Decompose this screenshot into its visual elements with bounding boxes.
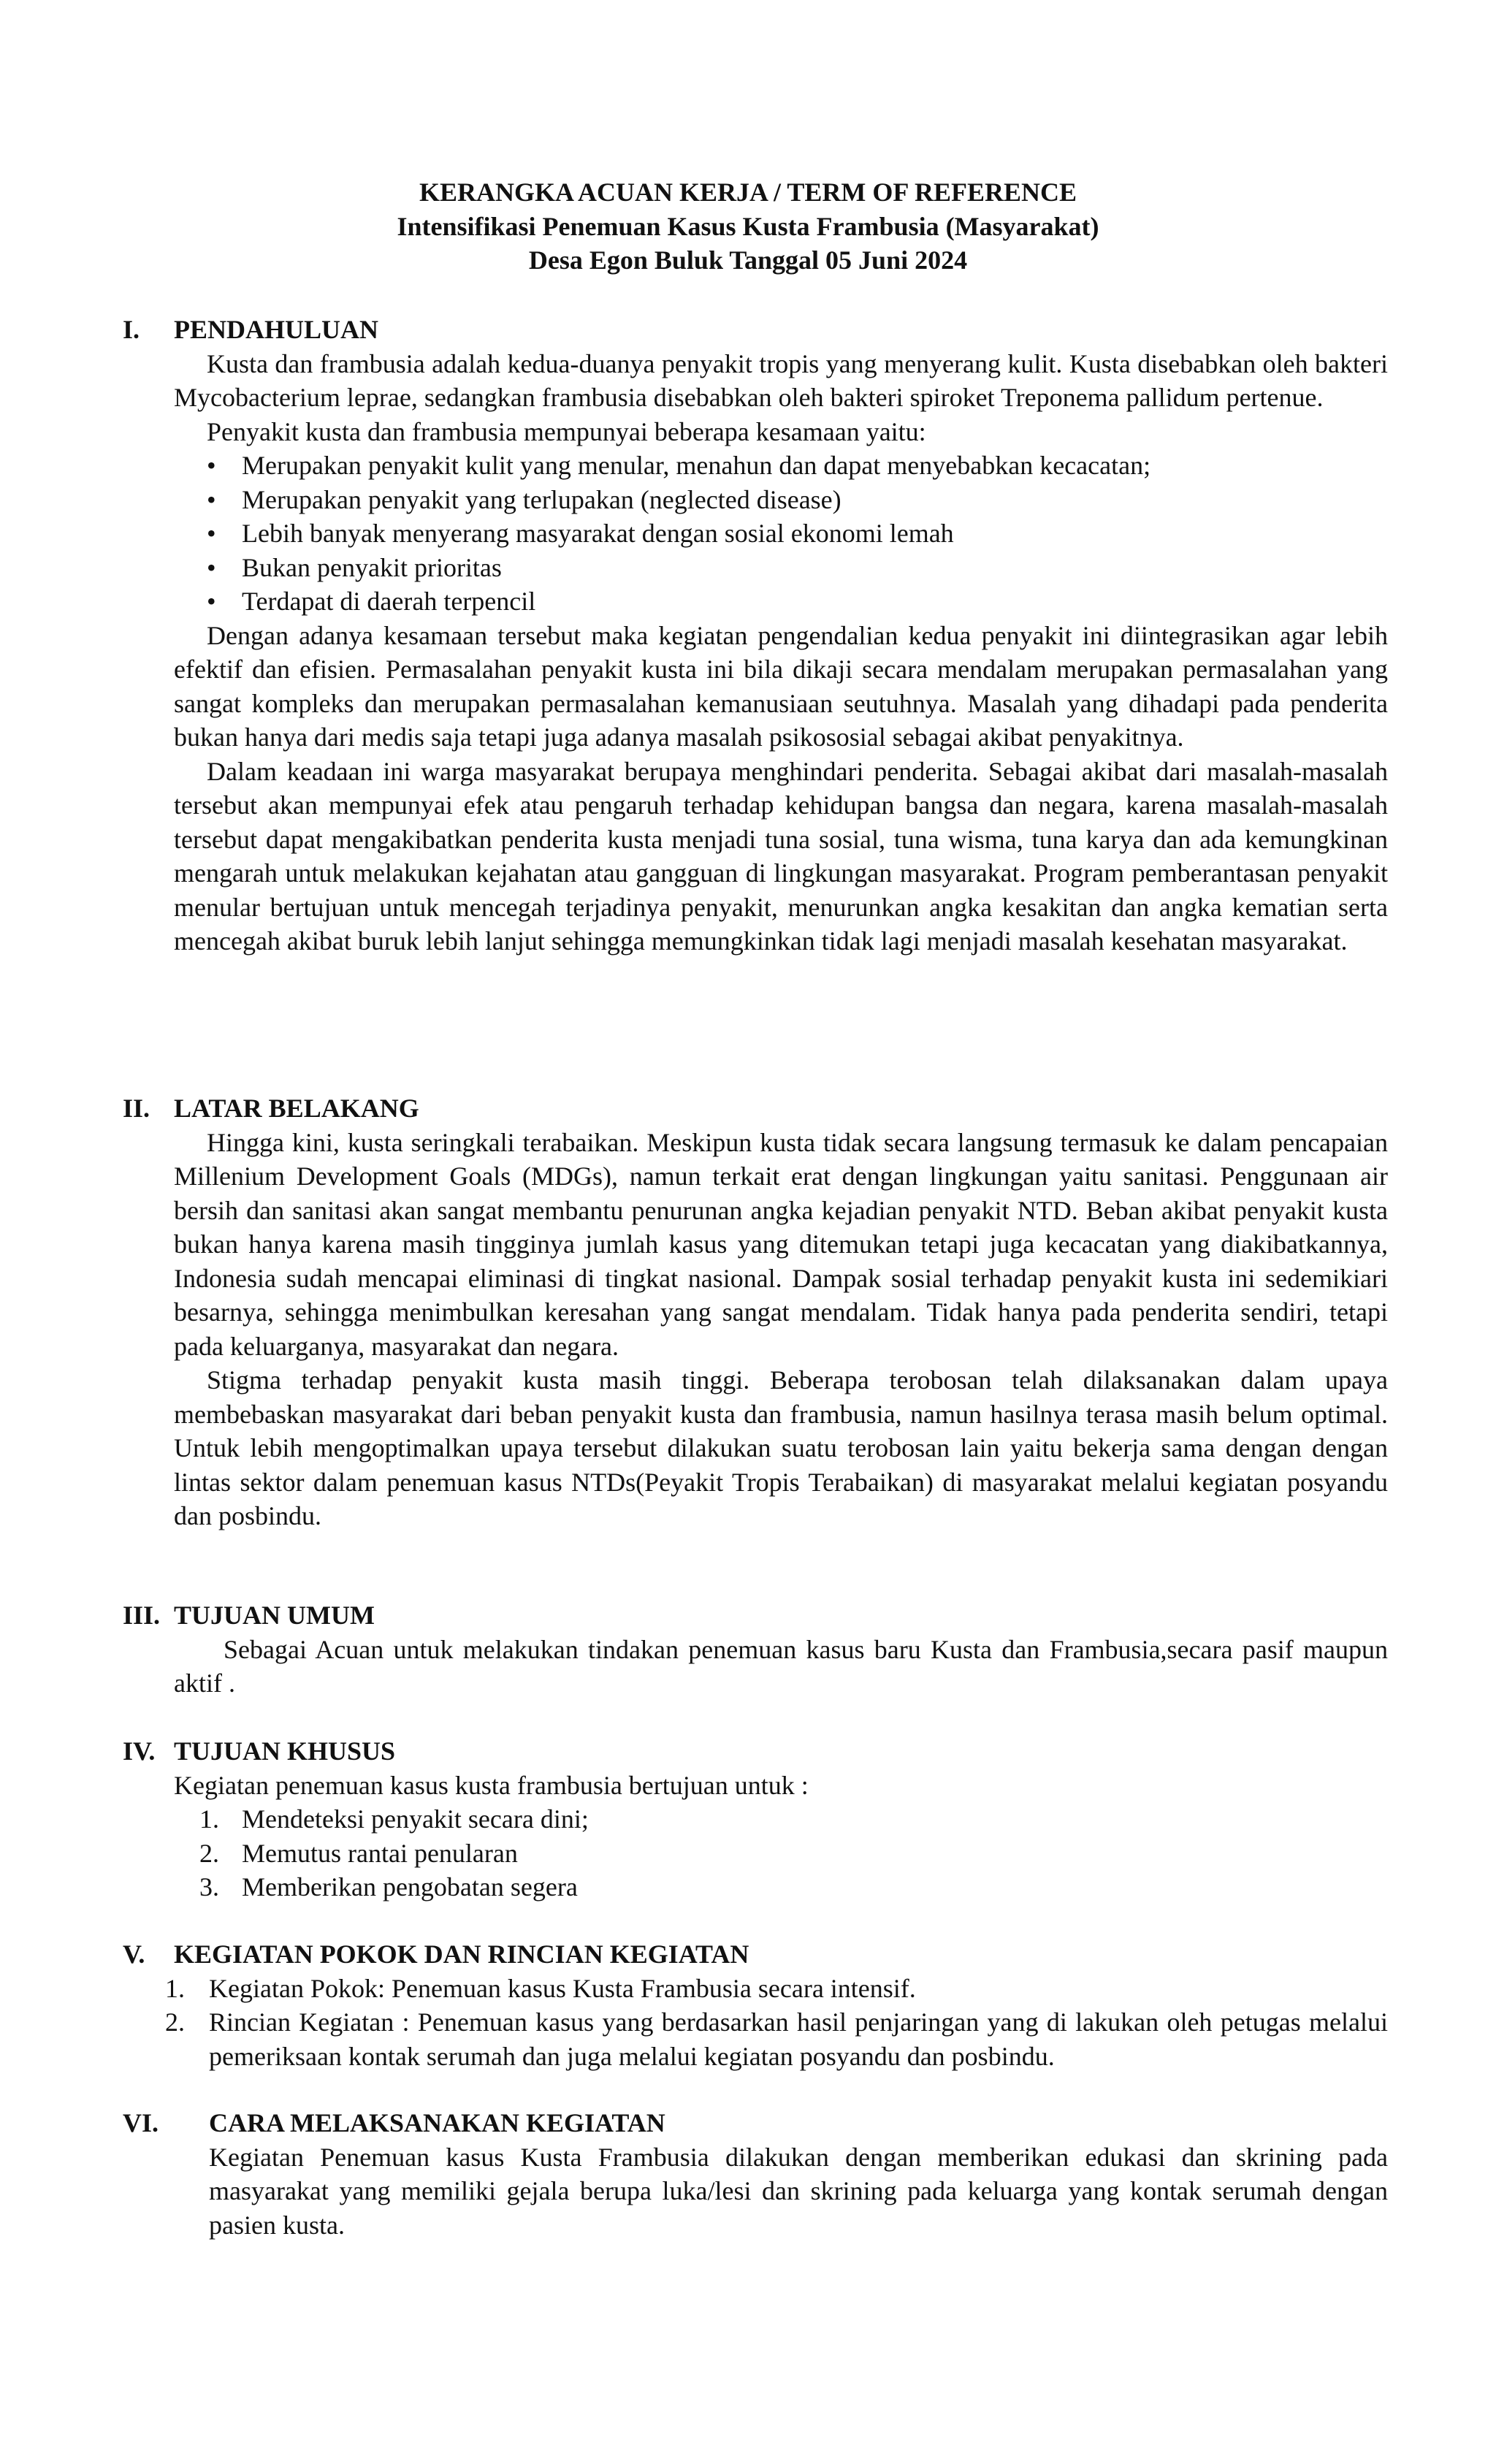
section-pendahuluan: [123, 313, 1388, 958]
paragraph: Kegiatan penemuan kasus kusta frambusia bertujuan untuk :: [174, 1770, 809, 1800]
list-item: 2. Memutus rantai penularan: [199, 1838, 518, 1868]
list-item: • Merupakan penyakit kulit yang menular, menahun dan dapat menyebabkan kecacatan;: [174, 449, 1388, 483]
section-title: KEGIATAN POKOK DAN RINCIAN KEGIATAN: [174, 1939, 749, 1969]
list-item: 1. Kegiatan Pokok: Penemuan kasus Kusta Frambusia secara intensif.: [165, 1973, 916, 2003]
bullet-icon: •: [207, 519, 216, 548]
bullet-icon: •: [207, 451, 216, 480]
section-body: [174, 1126, 1388, 1533]
section-cara-melaksanakan: [123, 2106, 1388, 2242]
numbered-list: [123, 1972, 1388, 2074]
paragraph: Sebagai Acuan untuk melakukan tindakan penemuan kasus baru Kusta dan Frambusia,secara pasif maupun aktif .: [174, 1634, 1388, 1698]
list-item: • Terdapat di daerah terpencil: [174, 584, 1388, 619]
list-item: • Merupakan penyakit yang terlupakan (neglected disease): [174, 483, 1388, 517]
section-heading: [123, 1598, 1388, 1633]
list-item: • Lebih banyak menyerang masyarakat dengan sosial ekonomi lemah: [174, 516, 1388, 551]
section-title: TUJUAN KHUSUS: [174, 1736, 396, 1766]
list-item: 1. Mendeteksi penyakit secara dini;: [199, 1804, 589, 1834]
numbered-list: [174, 1802, 1388, 1904]
section-body: [209, 2140, 1388, 2243]
section-body: [174, 1769, 1388, 1904]
section-title: PENDAHULUAN: [174, 315, 379, 344]
list-item: 3. Memberikan pengobatan segera: [199, 1872, 578, 1902]
paragraph: Kusta dan frambusia adalah kedua-duanya penyakit tropis yang menyerang kulit. Kusta disebabkan oleh bakteri Mycobacterium leprae, sedangkan frambusia disebabkan oleh bakteri spiroket Treponema pallidum pertenue.: [174, 348, 1388, 412]
list-item: • Bukan penyakit prioritas: [174, 551, 1388, 585]
bullet-icon: •: [207, 552, 216, 582]
section-number: III.: [123, 1601, 161, 1630]
paragraph: Stigma terhadap penyakit kusta masih tinggi. Beberapa terobosan telah dilaksanakan dalam upaya membebaskan masyarakat dari beban penyakit kusta dan frambusia, namun hasilnya terasa masih belum optimal. Untuk lebih mengoptimalkan upaya tersebut dilakukan suatu terobosan lain yaitu bekerja sama dengan dengan lintas sektor dalam penemuan kasus NTDs(Peyakit Tropis Terabaikan) di masyarakat melalui kegiatan posyandu dan posbindu.: [174, 1365, 1388, 1530]
bullet-icon: •: [207, 587, 216, 616]
section-number: VI.: [123, 2108, 159, 2137]
section-number: II.: [123, 1094, 150, 1123]
document-title: [0, 175, 1496, 278]
section-heading: [123, 1091, 1388, 1126]
section-kegiatan-pokok: [123, 1937, 1388, 2073]
bullet-list: [174, 449, 1388, 619]
paragraph: Dalam keadaan ini warga masyarakat berupaya menghindari penderita. Sebagai akibat dari masalah-masalah tersebut akan mempunyai efek atau pengaruh terhadap kehidupan bangsa dan negara, karena masalah-masalah tersebut dapat mengakibatkan penderita kusta menjadi tuna sosial, tuna wisma, tuna karya dan ada kemungkinan mengarah untuk melakukan kejahatan atau gangguan di lingkungan masyarakat. Program pemberantasan penyakit menular bertujuan untuk mencegah terjadinya penyakit, menurunkan angka kesakitan dan angka kematian serta mencegah akibat buruk lebih lanjut sehingga memungkinkan tidak lagi menjadi masalah kesehatan masyarakat.: [174, 756, 1388, 956]
section-number: V.: [123, 1939, 145, 1969]
section-number: IV.: [123, 1736, 156, 1766]
paragraph: Penyakit kusta dan frambusia mempunyai beberapa kesamaan yaitu:: [207, 416, 926, 446]
paragraph: Kegiatan Penemuan kasus Kusta Frambusia dilakukan dengan memberikan edukasi dan skrining pada masyarakat yang memiliki gejala berupa luka/lesi dan skrining pada keluarga yang kontak serumah dengan pasien kusta.: [209, 2142, 1388, 2240]
list-item: 2. Rincian Kegiatan : Penemuan kasus yang berdasarkan hasil penjaringan yang di lakukan oleh petugas melalui pemeriksaan kontak serumah dan juga melalui kegiatan posyandu dan posbindu.: [165, 2007, 1388, 2071]
section-title: TUJUAN UMUM: [174, 1601, 375, 1630]
bullet-icon: •: [207, 484, 216, 514]
section-title: LATAR BELAKANG: [174, 1094, 419, 1123]
section-heading: [123, 1937, 1388, 1972]
section-number: I.: [123, 315, 140, 344]
paragraph: Dengan adanya kesamaan tersebut maka kegiatan pengendalian kedua penyakit ini diintegrasikan agar lebih efektif dan efisien. Permasalahan penyakit kusta ini bila dikaji secara mendalam merupakan permasalahan yang sangat kompleks dan merupakan permasalahan kemanusiaan seutuhnya. Masalah yang dihadapi pada penderita bukan hanya dari medis saja tetapi juga adanya masalah psikososial sebagai akibat penyakitnya.: [174, 620, 1388, 752]
section-body: [174, 1633, 1388, 1701]
section-title: CARA MELAKSANAKAN KEGIATAN: [209, 2108, 665, 2137]
title-line-1: KERANGKA ACUAN KERJA / TERM OF REFERENCE: [419, 178, 1077, 207]
section-heading: [123, 313, 1388, 347]
title-line-2: Intensifikasi Penemuan Kasus Kusta Frambusia (Masyarakat): [397, 211, 1099, 241]
section-heading: [123, 2106, 1388, 2140]
section-tujuan-khusus: [123, 1734, 1388, 1904]
section-heading: [123, 1734, 1388, 1769]
section-latar-belakang: [123, 1091, 1388, 1533]
title-line-3: Desa Egon Buluk Tanggal 05 Juni 2024: [528, 245, 968, 275]
section-body: [174, 347, 1388, 958]
paragraph: Hingga kini, kusta seringkali terabaikan. Meskipun kusta tidak secara langsung termasuk ke dalam pencapaian Millenium Development Goals (MDGs), namun terkait erat dengan lingkungan yaitu sanitasi. Penggunaan air bersih dan sanitasi akan sangat membantu penurunan angka kejadian penyakit NTD. Beban akibat penyakit kusta bukan hanya karena masih tingginya jumlah kasus yang ditemukan tetapi juga kecacatan yang diakibatkannya, Indonesia sudah mencapai eliminasi di tingkat nasional. Dampak sosial terhadap penyakit kusta ini sedemikiari besarnya, sehingga menimbulkan keresahan yang sangat mendalam. Tidak hanya pada penderita sendiri, tetapi pada keluarganya, masyarakat dan negara.: [174, 1127, 1388, 1361]
section-tujuan-umum: [123, 1598, 1388, 1701]
